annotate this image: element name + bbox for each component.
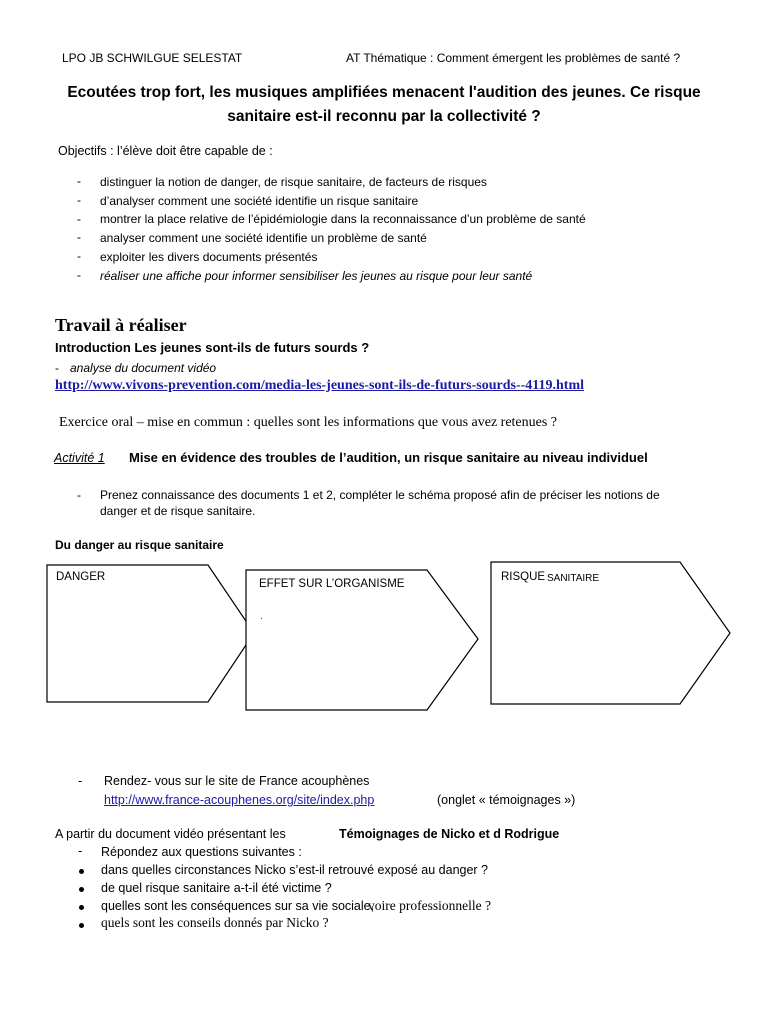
school-name: LPO JB SCHWILGUE SELESTAT [62,51,243,65]
site-line: Rendez- vous sur le site de France acouphènes [104,774,370,788]
list-dash: - [77,268,81,282]
effect-label: EFFET SUR L’ORGANISME [259,578,405,590]
list-dash: - [55,361,59,375]
list-dash: - [77,230,81,244]
danger-box [47,565,254,702]
intro-item: analyse du document vidéo [70,361,217,375]
intro-video-link[interactable]: http://www.vivons-prevention.com/media-les-jeunes-sont-ils-de-futurs-sourds--4119.html [55,378,585,393]
activity-title: Mise en évidence des troubles de l’audition, un risque sanitaire au niveau individuel [129,450,648,465]
list-dash: - [77,212,81,226]
list-dash: - [78,773,83,788]
page-title-line1: Ecoutées trop fort, les musiques amplifiées menacent l'audition des jeunes. Ce risque [67,84,701,101]
oral-exercise: Exercice oral – mise en commun : quelles sont les informations que vous avez retenues ? [59,415,558,430]
risk-label: RISQUE [501,571,546,583]
bullet-icon [79,923,84,928]
work-heading: Travail à réaliser [55,315,187,335]
activity-instruction-line1: Prenez connaissance des documents 1 et 2, compléter le schéma proposé afin de préciser les notions de [100,488,660,502]
question-item: quelles sont les conséquences sur sa vie sociale, [101,899,375,913]
video-intro: A partir du document vidéo présentant les [55,827,286,841]
intro-title: Introduction Les jeunes sont-ils de futurs sourds ? [55,340,370,355]
risk-box [491,562,730,704]
list-item: réaliser une affiche pour informer sensibiliser les jeunes au risque pour leur santé [100,269,533,283]
page-title-line2: sanitaire est-il reconnu par la collectivité ? [227,108,541,125]
list-item: montrer la place relative de l’épidémiologie dans la reconnaissance d’un problème de santé [100,212,586,226]
diagram-title: Du danger au risque sanitaire [55,538,224,552]
danger-label: DANGER [56,571,106,583]
video-intro-bold: Témoignages de Nicko et d Rodrigue [339,827,560,841]
list-dash: - [77,193,81,207]
effect-box [246,570,478,710]
list-item: d’analyser comment une société identifie un risque sanitaire [100,194,419,208]
question-item: de quel risque sanitaire a-t-il été victime ? [101,881,332,895]
bullet-icon [79,887,84,892]
bullet-icon [79,905,84,910]
list-item: exploiter les divers documents présentés [100,250,318,264]
site-suffix: (onglet « témoignages ») [437,793,576,807]
theme-title: AT Thématique : Comment émergent les problèmes de santé ? [346,51,681,65]
activity-instruction-line2: danger et de risque sanitaire. [100,504,256,518]
objectives-heading: Objectifs : l’élève doit être capable de : [58,144,273,158]
risk-label-suffix: SANITAIRE [547,573,600,584]
list-dash: - [77,488,81,502]
list-dash: - [77,174,81,188]
list-item: distinguer la notion de danger, de risque sanitaire, de facteurs de risques [100,175,487,189]
activity-label: Activité 1 [54,451,105,465]
list-dash: - [77,249,81,263]
question-item: dans quelles circonstances Nicko s’est-il retrouvé exposé au danger ? [101,863,489,877]
question-item: quels sont les conseils donnés par Nicko ? [101,915,329,930]
acouphenes-link[interactable]: http://www.france-acouphenes.org/site/index.php [104,793,375,807]
bullet-icon [79,869,84,874]
effect-dot: . [260,611,263,622]
list-dash: - [78,843,83,858]
list-item: analyser comment une société identifie un problème de santé [100,231,427,245]
answer-instruction: Répondez aux questions suivantes : [101,845,302,859]
question-item-suffix: voire professionnelle ? [368,898,491,913]
